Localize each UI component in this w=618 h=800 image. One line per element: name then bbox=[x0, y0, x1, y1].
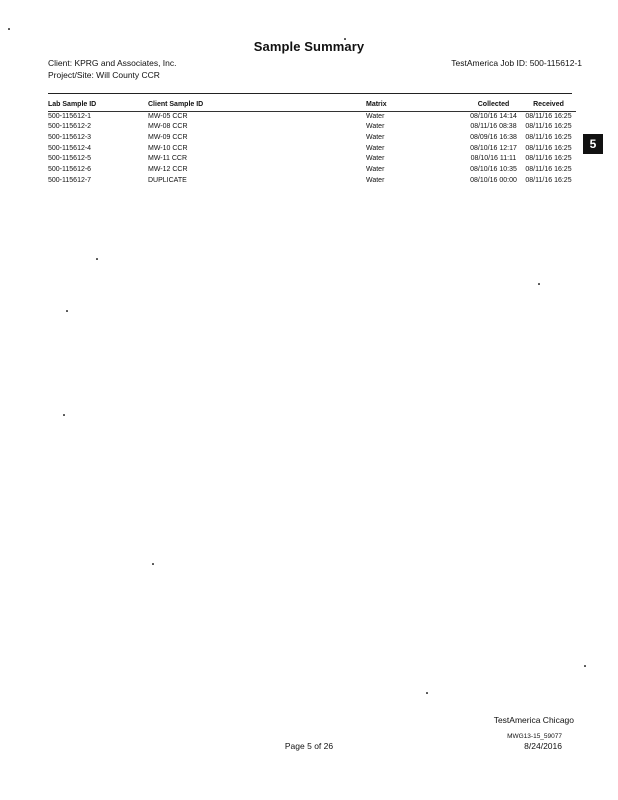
received: 08/11/16 16:25 bbox=[525, 112, 572, 120]
column-header-collected: Collected bbox=[466, 100, 521, 111]
matrix: Water bbox=[366, 123, 385, 131]
collected: 08/10/16 11:11 bbox=[470, 155, 517, 163]
received: 08/11/16 16:25 bbox=[525, 165, 572, 173]
page-title: Sample Summary bbox=[253, 39, 365, 54]
scan-speck bbox=[426, 692, 428, 694]
column-header-received: Received bbox=[521, 100, 576, 111]
received: 08/11/16 16:25 bbox=[525, 155, 572, 163]
client-sample-id: MW-09 CCR bbox=[148, 133, 188, 141]
section-tab-marker: 5 bbox=[583, 134, 603, 154]
collected: 08/11/16 08:38 bbox=[470, 123, 517, 131]
client-sample-id: MW-10 CCR bbox=[148, 144, 188, 152]
column-header-matrix: Matrix bbox=[366, 100, 466, 111]
matrix: Water bbox=[366, 112, 385, 120]
client-sample-id: DUPLICATE bbox=[148, 176, 187, 184]
scan-speck bbox=[96, 258, 98, 260]
table-row bbox=[48, 176, 576, 187]
matrix: Water bbox=[366, 133, 385, 141]
scan-speck bbox=[63, 414, 65, 416]
lab-sample-id: 500-115612-1 bbox=[48, 112, 92, 120]
job-id: TestAmerica Job ID: 500-115612-1 bbox=[451, 58, 582, 68]
lab-sample-id: 500-115612-5 bbox=[48, 155, 92, 163]
collected: 08/09/16 16:38 bbox=[470, 133, 517, 141]
received: 08/11/16 16:25 bbox=[525, 176, 572, 184]
matrix: Water bbox=[366, 165, 385, 173]
collected: 08/10/16 10:35 bbox=[470, 165, 517, 173]
table-row bbox=[48, 144, 576, 155]
matrix: Water bbox=[366, 155, 385, 163]
received: 08/11/16 16:25 bbox=[525, 144, 572, 152]
matrix: Water bbox=[366, 144, 385, 152]
scan-speck bbox=[8, 28, 10, 30]
table-row bbox=[48, 111, 576, 122]
table-row bbox=[48, 154, 576, 165]
scan-speck bbox=[66, 310, 68, 312]
footer-date: 8/24/2016 bbox=[524, 741, 562, 751]
received: 08/11/16 16:25 bbox=[525, 123, 572, 131]
job-info bbox=[451, 57, 582, 69]
lab-sample-id: 500-115612-7 bbox=[48, 176, 92, 184]
footer-lab-name: TestAmerica Chicago bbox=[493, 715, 574, 725]
table-header-row bbox=[48, 100, 576, 111]
scan-speck bbox=[152, 563, 154, 565]
project-site: Project/Site: Will County CCR bbox=[48, 70, 160, 80]
lab-sample-id: 500-115612-3 bbox=[48, 133, 92, 141]
header-rule bbox=[48, 93, 572, 94]
scan-speck bbox=[584, 665, 586, 667]
client-sample-id: MW-08 CCR bbox=[148, 123, 188, 131]
received: 08/11/16 16:25 bbox=[525, 133, 572, 141]
collected: 08/10/16 12:17 bbox=[470, 144, 517, 152]
column-header-lab-sample-id: Lab Sample ID bbox=[48, 100, 148, 111]
client-info bbox=[48, 57, 177, 81]
lab-sample-id: 500-115612-6 bbox=[48, 165, 92, 173]
lab-sample-id: 500-115612-2 bbox=[48, 123, 92, 131]
client-sample-id: MW-12 CCR bbox=[148, 165, 188, 173]
lab-sample-id: 500-115612-4 bbox=[48, 144, 92, 152]
scan-speck bbox=[344, 38, 346, 40]
sample-summary-table bbox=[48, 100, 576, 186]
client-name: Client: KPRG and Associates, Inc. bbox=[48, 58, 177, 68]
table-row bbox=[48, 122, 576, 133]
scan-speck bbox=[538, 283, 540, 285]
table-row bbox=[48, 133, 576, 144]
footer-page-number: Page 5 of 26 bbox=[284, 741, 334, 751]
collected: 08/10/16 14:14 bbox=[470, 112, 517, 120]
client-sample-id: MW-11 CCR bbox=[148, 155, 188, 163]
table-row bbox=[48, 165, 576, 176]
client-sample-id: MW-05 CCR bbox=[148, 112, 188, 120]
matrix: Water bbox=[366, 176, 385, 184]
collected: 08/10/16 00:00 bbox=[470, 176, 517, 184]
footer-document-stamp: MWG13-15_59077 bbox=[507, 733, 562, 740]
column-header-client-sample-id: Client Sample ID bbox=[148, 100, 366, 111]
